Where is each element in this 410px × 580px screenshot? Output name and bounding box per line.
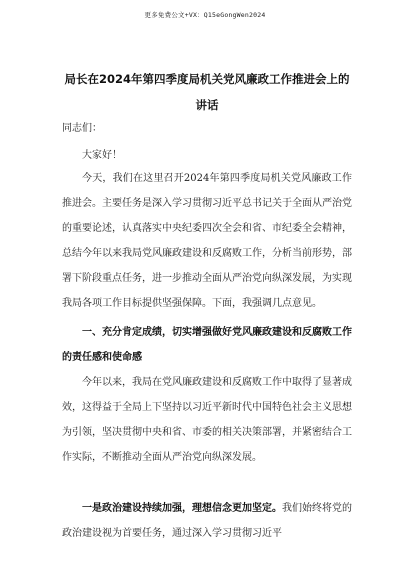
paragraph-lead: 一是政治建设持续加强，理想信念更加坚定。 <box>82 503 282 514</box>
paragraph-body: 我们始终将党的政治建设视为首要任务，通过深入学习贯彻习近平 <box>62 503 352 539</box>
paragraph-political-building <box>62 496 352 546</box>
header-note: 更多免费公文+VX：Q15eGongWen2024 <box>144 11 266 19</box>
intro-paragraph: 今天，我们在这里召开2024年第四季度局机关党风廉政工作推进会。主要任务是深入学习贯彻习近平总书记关于全面从严治党的重要论述，认真落实中央纪委四次全会和省、市纪委全会精神，总结今年以来我局党风廉政建设和反腐败工作，分析当前形势，部署下阶段重点任务，进一步推动全面从严治党向纵深发展，为实现我局各项工作目标提供坚强保障。下面，我强调几点意见。 <box>62 173 352 309</box>
document-title: 局长在2024年第四季度局机关党风廉政工作推进会上的讲话 <box>64 72 350 112</box>
salutation: 同志们： <box>62 123 102 134</box>
section-heading-1: 一、充分肯定成绩，切实增强做好党风廉政建设和反腐败工作的责任感和使命感 <box>62 327 352 363</box>
greeting: 大家好！ <box>82 150 122 161</box>
paragraph-achievements: 今年以来，我局在党风廉政建设和反腐败工作中取得了显著成效，这得益于全局上下坚持以习近平新时代中国特色社会主义思想为引领，坚决贯彻中央和省、市委的相关决策部署，并紧密结合工作实际，不断推动全面从严治党向纵深发展。 <box>62 377 352 463</box>
